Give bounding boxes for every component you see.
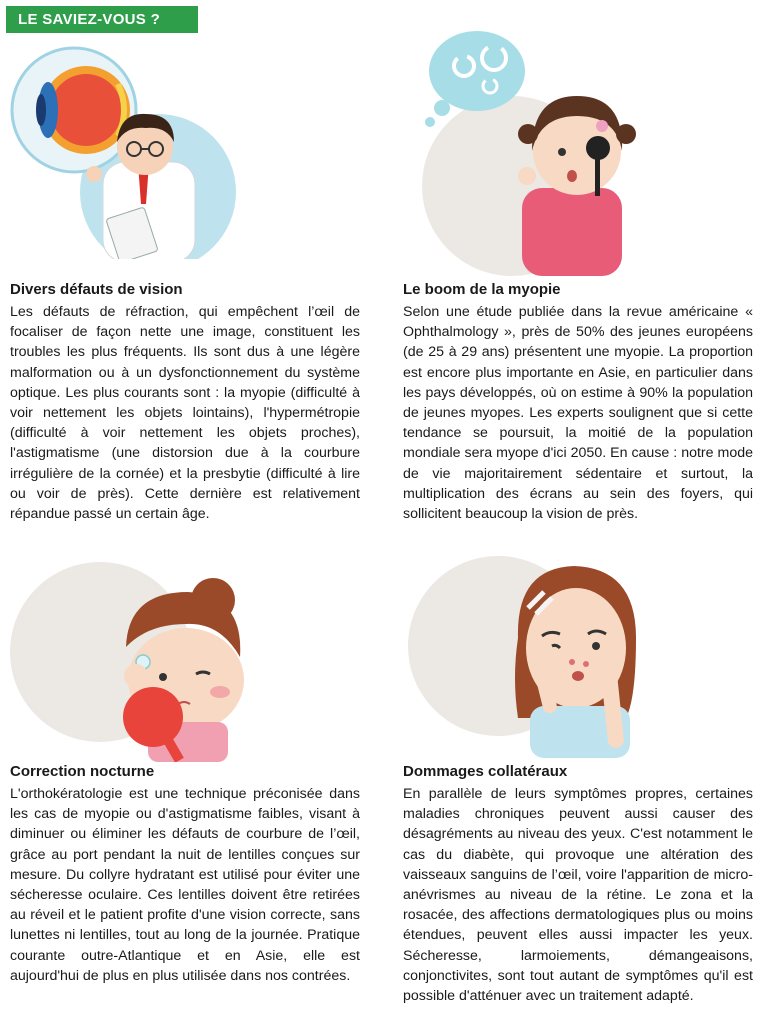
section-banner: LE SAVIEZ-VOUS ? <box>6 6 198 33</box>
eye-pain-woman-illustration <box>400 548 640 758</box>
section-body: En parallèle de leurs symptômes propres, certaines maladies chroniques peuvent aussi causer des désagréments au niveau des yeux. C'est notamment le cas du diabète, qui provoque une altération des vaisseaux sanguins de l’œil, voire l'apparition de micro-anévrismes au niveau de la rétine. Le zona et la rosacée, des affections dermatologiques plus ou moins étendues, peuvent elles aussi impacter les yeux. Sécheresse, larmoiements, démangeaisons, conjonctivites, sont tout autant de symptômes qu'il est possible d'atténuer avec un traitement adapté. <box>403 786 753 1005</box>
section-myopia-boom <box>403 280 753 524</box>
section-title: Le boom de la myopie <box>403 281 561 298</box>
section-body: L'orthokératologie est une technique préconisée dans les cas de myopie ou d'astigmatisme faibles, visant à diminuer ou éliminer les défauts de courbure de l’œil, grâce au port pendant la nuit de lentilles conçues sur mesure. Du collyre hydratant est utilisé pour éviter une sécheresse oculaire. Ces lentilles doivent être retirées au réveil et le patient profite d'une vision correcte, sans lunettes ni lentilles, tout au long de la journée. Pratique courante outre-Atlantique et en Asie, elle est aujourd'hui de plus en plus utilisée dans nos contrées. <box>10 786 360 984</box>
lens-woman-illustration <box>8 552 248 762</box>
section-body: Les défauts de réfraction, qui empêchent l’œil de focaliser de façon nette une image, constituent les troubles les plus fréquents. Ils sont dus à une légère malformation ou à un dysfonctionnement du système optique. Les plus courants sont : la myopie (difficulté à voir nettement les objets lointains), l'hypermétropie (difficulté à voir nettement les objets proches), l'astigmatisme (une distorsion due à la courbure irrégulière de la cornée) et la presbytie (difficulté à lire ou voir de près). Cette dernière est relativement répandue passé un certain âge. <box>10 304 360 523</box>
section-body: Selon une étude publiée dans la revue américaine « Ophthalmology », près de 50% des jeunes européens (de 25 à 29 ans) présentent une myopie. La proportion est encore plus importante en Asie, en particulier dans les pays développés, où on estime à 90% la population de jeunes myopes. Les experts soulignent que si cette tendance se poursuit, la moitié de la population mondiale sera myope d'ici 2050. En cause : notre mode de vie majoritairement sédentaire et surtout, la multiplication des écrans au sein des foyers, qui sollicitent beaucoup la vision de près. <box>403 304 753 523</box>
section-night-correction <box>10 762 360 986</box>
section-collateral-damage <box>403 762 753 1006</box>
myopia-girl-illustration <box>402 16 642 276</box>
eye-doctor-illustration <box>8 44 238 259</box>
section-vision-defects <box>10 280 360 524</box>
section-title: Correction nocturne <box>10 763 155 780</box>
section-title: Divers défauts de vision <box>10 281 183 298</box>
section-title: Dommages collatéraux <box>403 763 568 780</box>
